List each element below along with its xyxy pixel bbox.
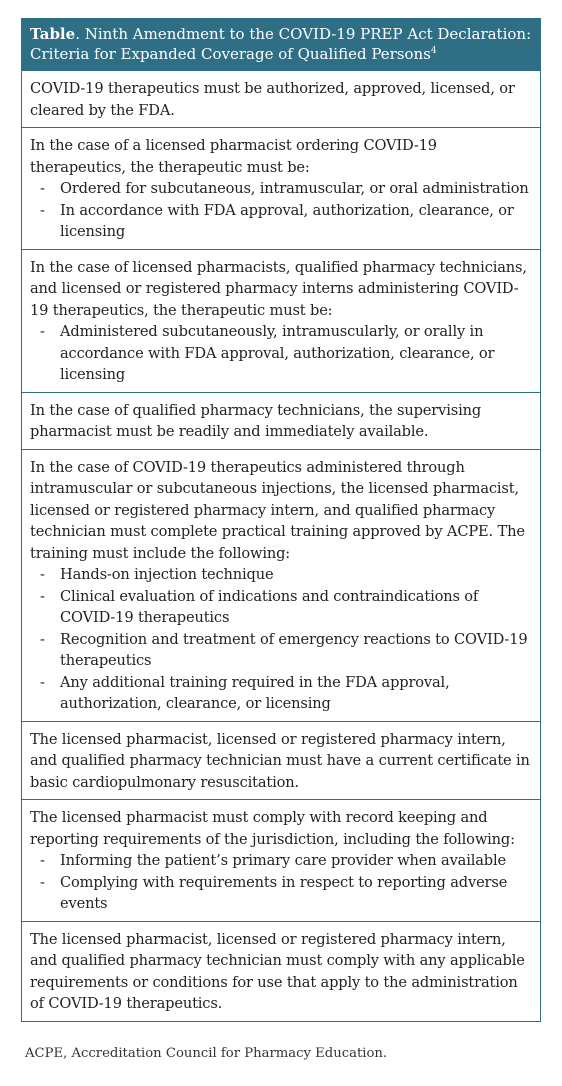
row-text: In the case of qualified pharmacy technicians, the supervising pharmacist must be readily and immediately available. [30, 401, 482, 440]
row-text: The licensed pharmacist, licensed or registered pharmacy intern, and qualified pharmacy technician must comply with any applicable requirements or conditions for use that apply to the administration of COVID-19 therapeutics. [30, 930, 525, 1012]
table-row [22, 921, 540, 1021]
list-item: - Complying with requirements in respect to reporting adverse events [30, 872, 532, 915]
row-text: The licensed pharmacist must comply with record keeping and reporting requirements of the jurisdiction, including the following: [30, 809, 515, 848]
bullet-list [30, 564, 532, 715]
table-title-text: . Ninth Amendment to the COVID-19 PREP Act Declaration: Criteria for Expanded Coverage of Qualified Persons [30, 25, 532, 63]
table-row [22, 449, 540, 721]
table-row [22, 249, 540, 392]
list-item: - Administered subcutaneously, intramuscularly, or orally in accordance with FDA approval, authorization, clearance, or licensing [30, 321, 532, 386]
row-text: In the case of COVID-19 therapeutics administered through intramuscular or subcutaneous injections, the licensed pharmacist, licensed or registered pharmacy intern, and qualified pharmacy technician must complete practical training approved by ACPE. The training must include the following: [30, 458, 525, 562]
table-row [22, 392, 540, 449]
table-title-reference: 4 [430, 46, 437, 56]
row-text: In the case of a licensed pharmacist ordering COVID-19 therapeutics, the therapeutic must be: [30, 137, 437, 176]
row-text: The licensed pharmacist, licensed or registered pharmacy intern, and qualified pharmacy technician must have a current certificate in basic cardiopulmonary resuscitation. [30, 730, 530, 791]
table-title-label: Table [30, 25, 76, 43]
table-row [22, 70, 540, 127]
bullet-list [30, 178, 532, 243]
bullet-list [30, 321, 532, 386]
list-item: - Clinical evaluation of indications and contraindications of COVID-19 therapeutics [30, 586, 532, 629]
table-title [22, 19, 540, 70]
table-row [22, 127, 540, 249]
list-item: - Any additional training required in the FDA approval, authorization, clearance, or licensing [30, 672, 532, 715]
table-footnote: ACPE, Accreditation Council for Pharmacy Education. [25, 1046, 388, 1061]
row-text: In the case of licensed pharmacists, qualified pharmacy technicians, and licensed or registered pharmacy interns administering COVID-19 therapeutics, the therapeutic must be: [30, 258, 527, 319]
row-text: COVID-19 therapeutics must be authorized, approved, licensed, or cleared by the FDA. [30, 80, 515, 119]
table-row [22, 799, 540, 921]
list-item: - Informing the patient’s primary care provider when available [30, 850, 532, 872]
list-item: - Hands-on injection technique [30, 564, 532, 586]
list-item: - In accordance with FDA approval, authorization, clearance, or licensing [30, 200, 532, 243]
list-item: - Ordered for subcutaneous, intramuscular, or oral administration [30, 178, 532, 200]
table-row [22, 721, 540, 800]
bullet-list [30, 850, 532, 915]
list-item: - Recognition and treatment of emergency reactions to COVID-19 therapeutics [30, 629, 532, 672]
criteria-table [21, 18, 541, 1022]
